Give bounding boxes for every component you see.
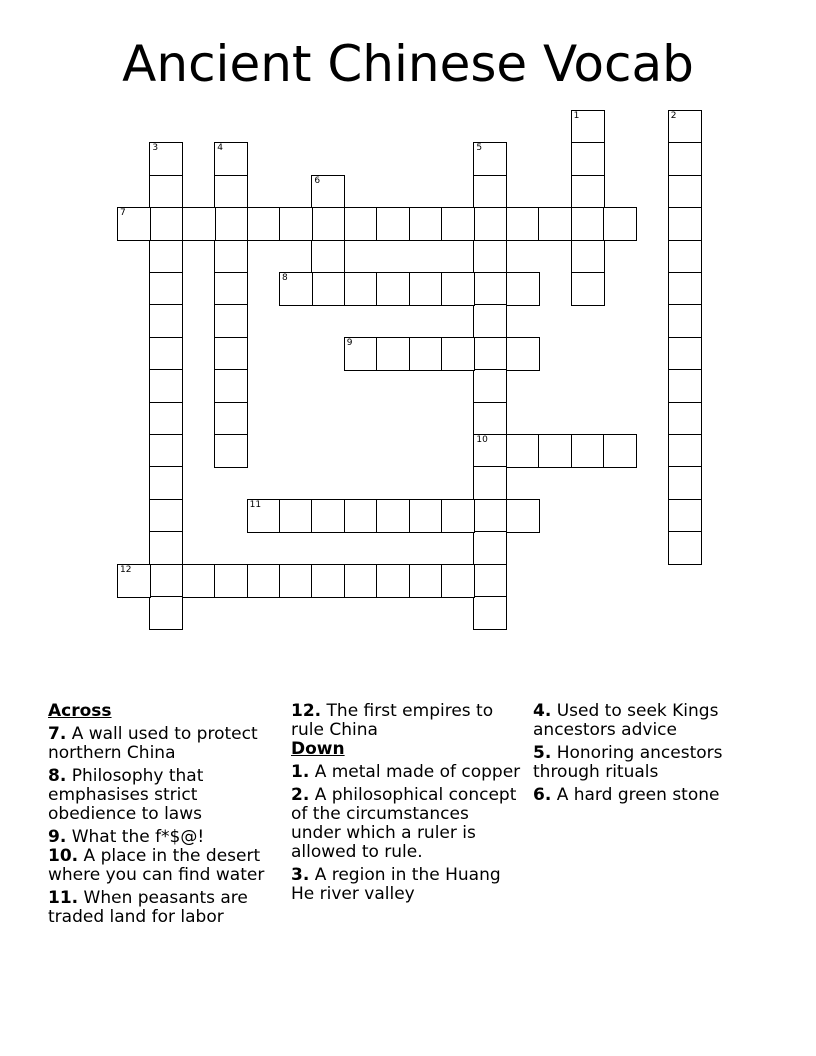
grid-cell[interactable] bbox=[668, 402, 702, 436]
grid-cell[interactable] bbox=[247, 207, 281, 241]
grid-cell[interactable] bbox=[311, 240, 345, 274]
grid-cell[interactable] bbox=[149, 596, 183, 630]
grid-cell[interactable] bbox=[376, 337, 410, 371]
cell-number: 10 bbox=[476, 435, 488, 445]
grid-cell[interactable] bbox=[279, 207, 313, 241]
grid-cell[interactable] bbox=[506, 434, 540, 468]
clue-text: A place in the desert where you can find water bbox=[48, 846, 265, 885]
clue-number: 10. bbox=[48, 846, 79, 866]
grid-cell[interactable] bbox=[668, 240, 702, 274]
grid-cell[interactable] bbox=[506, 337, 540, 371]
clue-across-10[interactable] bbox=[48, 847, 280, 885]
grid-cell[interactable] bbox=[668, 207, 702, 241]
grid-cell[interactable] bbox=[182, 564, 216, 598]
grid-cell[interactable] bbox=[538, 434, 572, 468]
grid-cell[interactable] bbox=[376, 564, 410, 598]
grid-cell[interactable] bbox=[668, 434, 702, 468]
grid-cell[interactable] bbox=[214, 337, 248, 371]
cell-number: 11 bbox=[249, 499, 262, 510]
grid-cell[interactable] bbox=[668, 142, 702, 176]
grid-cell[interactable] bbox=[247, 564, 281, 598]
grid-cell[interactable] bbox=[473, 304, 507, 338]
grid-cell[interactable] bbox=[149, 207, 183, 241]
clue-number: 5. bbox=[533, 743, 552, 763]
grid-cell[interactable] bbox=[376, 499, 410, 533]
grid-cell[interactable] bbox=[668, 466, 702, 500]
grid-cell[interactable] bbox=[311, 564, 345, 598]
clue-text: Philosophy that emphasises strict obedience to laws bbox=[48, 766, 204, 824]
grid-cell[interactable] bbox=[409, 272, 443, 306]
grid-cell[interactable] bbox=[149, 240, 183, 274]
grid-cell[interactable] bbox=[441, 337, 475, 371]
grid-cell[interactable] bbox=[571, 207, 605, 241]
cell-number: 3 bbox=[152, 143, 159, 154]
grid-cell[interactable] bbox=[473, 369, 507, 403]
grid-cell[interactable] bbox=[473, 337, 507, 371]
grid-cell[interactable] bbox=[279, 564, 313, 598]
grid-cell[interactable] bbox=[376, 272, 410, 306]
cell-number: 2 bbox=[670, 111, 677, 121]
cell-number: 9 bbox=[346, 337, 353, 348]
grid-cell[interactable] bbox=[571, 272, 605, 306]
grid-cell[interactable] bbox=[571, 110, 605, 144]
clue-text: Used to seek Kings ancestors advice bbox=[533, 701, 719, 740]
grid-cell[interactable] bbox=[247, 499, 281, 533]
grid-cell[interactable] bbox=[473, 564, 507, 598]
grid-cell[interactable] bbox=[441, 564, 475, 598]
grid-cell[interactable] bbox=[149, 337, 183, 371]
clue-down-1[interactable] bbox=[291, 763, 523, 782]
clue-across-12[interactable] bbox=[291, 702, 523, 740]
clue-number: 3. bbox=[291, 865, 310, 885]
grid-cell[interactable] bbox=[473, 272, 507, 306]
grid-cell[interactable] bbox=[311, 207, 345, 241]
cell-number: 8 bbox=[282, 273, 288, 283]
cell-number: 4 bbox=[217, 143, 223, 154]
grid-cell[interactable] bbox=[538, 207, 572, 241]
grid-cell[interactable] bbox=[279, 272, 313, 306]
clue-number: 7. bbox=[48, 724, 67, 744]
clue-number: 8. bbox=[48, 766, 67, 786]
clue-number: 1. bbox=[291, 762, 310, 782]
down-heading: Down bbox=[291, 739, 345, 759]
grid-cell[interactable] bbox=[214, 304, 248, 338]
clue-text: Honoring ancestors through rituals bbox=[533, 743, 723, 782]
grid-cell[interactable] bbox=[473, 240, 507, 274]
grid-cell[interactable] bbox=[149, 304, 183, 338]
grid-cell[interactable] bbox=[344, 499, 378, 533]
clue-column-2 bbox=[291, 702, 523, 908]
grid-cell[interactable] bbox=[473, 142, 507, 176]
clue-down-2[interactable] bbox=[291, 786, 523, 862]
clue-number: 6. bbox=[533, 785, 552, 805]
grid-cell[interactable] bbox=[311, 175, 345, 209]
grid-cell[interactable] bbox=[603, 207, 637, 241]
clue-number: 2. bbox=[291, 785, 310, 805]
cell-number: 6 bbox=[314, 175, 321, 186]
grid-cell[interactable] bbox=[344, 272, 378, 306]
cell-number: 12 bbox=[120, 564, 132, 575]
across-heading: Across bbox=[48, 701, 112, 721]
grid-cell[interactable] bbox=[506, 499, 540, 533]
grid-cell[interactable] bbox=[214, 402, 248, 436]
grid-cell[interactable] bbox=[571, 240, 605, 274]
grid-cell[interactable] bbox=[149, 434, 183, 468]
grid-cell[interactable] bbox=[441, 499, 475, 533]
grid-cell[interactable] bbox=[344, 207, 378, 241]
clue-across-9[interactable] bbox=[48, 828, 280, 847]
clue-column-1 bbox=[48, 702, 280, 931]
grid-cell[interactable] bbox=[473, 531, 507, 565]
grid-cell[interactable] bbox=[409, 499, 443, 533]
grid-cell[interactable] bbox=[344, 564, 378, 598]
grid-cell[interactable] bbox=[214, 175, 248, 209]
grid-cell[interactable] bbox=[473, 207, 507, 241]
clue-text: What the f*$@! bbox=[71, 827, 205, 847]
grid-cell[interactable] bbox=[311, 272, 345, 306]
clue-down-5[interactable] bbox=[533, 744, 765, 782]
grid-cell[interactable] bbox=[473, 499, 507, 533]
grid-cell[interactable] bbox=[473, 466, 507, 500]
grid-cell[interactable] bbox=[149, 402, 183, 436]
grid-cell[interactable] bbox=[409, 564, 443, 598]
clue-text: A metal made of copper bbox=[314, 762, 521, 782]
grid-cell[interactable] bbox=[182, 207, 216, 241]
grid-cell[interactable] bbox=[149, 531, 183, 565]
grid-cell[interactable] bbox=[441, 272, 475, 306]
grid-cell[interactable] bbox=[473, 402, 507, 436]
grid-cell[interactable] bbox=[571, 434, 605, 468]
grid-cell[interactable] bbox=[214, 207, 248, 241]
grid-cell[interactable] bbox=[149, 369, 183, 403]
clue-across-11[interactable] bbox=[48, 889, 280, 927]
grid-cell[interactable] bbox=[409, 337, 443, 371]
cell-number: 5 bbox=[476, 143, 483, 154]
clue-text: A region in the Huang He river valley bbox=[291, 865, 501, 904]
grid-cell[interactable] bbox=[117, 564, 151, 598]
grid-cell[interactable] bbox=[214, 369, 248, 403]
grid-cell[interactable] bbox=[668, 272, 702, 306]
grid-cell[interactable] bbox=[441, 207, 475, 241]
clue-text: A philosophical concept of the circumstances under which a ruler is allowed to rule. bbox=[291, 785, 517, 862]
clue-down-6[interactable] bbox=[533, 786, 765, 805]
clue-text: A wall used to protect northern China bbox=[48, 724, 258, 763]
grid-cell[interactable] bbox=[279, 499, 313, 533]
grid-cell[interactable] bbox=[376, 207, 410, 241]
grid-cell[interactable] bbox=[668, 369, 702, 403]
grid-cell[interactable] bbox=[668, 304, 702, 338]
grid-cell[interactable] bbox=[311, 499, 345, 533]
grid-cell[interactable] bbox=[668, 175, 702, 209]
cell-number: 7 bbox=[120, 208, 126, 219]
clue-column-3 bbox=[533, 702, 765, 809]
grid-cell[interactable] bbox=[571, 175, 605, 209]
grid-cell[interactable] bbox=[149, 142, 183, 176]
cell-number: 1 bbox=[573, 111, 580, 121]
grid-cell[interactable] bbox=[214, 564, 248, 598]
clue-text: When peasants are traded land for labor bbox=[48, 888, 248, 927]
grid-cell[interactable] bbox=[149, 564, 183, 598]
grid-cell[interactable] bbox=[571, 142, 605, 176]
grid-cell[interactable] bbox=[149, 466, 183, 500]
grid-cell[interactable] bbox=[149, 499, 183, 533]
grid-cell[interactable] bbox=[473, 175, 507, 209]
grid-cell[interactable] bbox=[668, 110, 702, 144]
clue-text: The first empires to rule China bbox=[291, 701, 494, 740]
clue-across-7[interactable] bbox=[48, 725, 280, 763]
page-title: Ancient Chinese Vocab bbox=[122, 35, 694, 93]
grid-cell[interactable] bbox=[668, 337, 702, 371]
grid-cell[interactable] bbox=[149, 175, 183, 209]
clue-number: 4. bbox=[533, 701, 552, 721]
grid-cell[interactable] bbox=[506, 272, 540, 306]
clue-down-4[interactable] bbox=[533, 702, 765, 740]
grid-cell[interactable] bbox=[473, 434, 507, 468]
grid-cell[interactable] bbox=[473, 596, 507, 630]
clue-number: 9. bbox=[48, 827, 67, 847]
grid-cell[interactable] bbox=[506, 207, 540, 241]
grid-cell[interactable] bbox=[214, 142, 248, 176]
clue-text: A hard green stone bbox=[556, 785, 720, 805]
grid-cell[interactable] bbox=[409, 207, 443, 241]
grid-cell[interactable] bbox=[214, 434, 248, 468]
clue-across-8[interactable] bbox=[48, 767, 280, 824]
grid-cell[interactable] bbox=[149, 272, 183, 306]
grid-cell[interactable] bbox=[117, 207, 151, 241]
grid-cell[interactable] bbox=[603, 434, 637, 468]
grid-cell[interactable] bbox=[214, 272, 248, 306]
clue-number: 12. bbox=[291, 701, 322, 721]
grid-cell[interactable] bbox=[668, 499, 702, 533]
grid-cell[interactable] bbox=[668, 531, 702, 565]
clue-number: 11. bbox=[48, 888, 79, 908]
grid-cell[interactable] bbox=[214, 240, 248, 274]
clue-down-3[interactable] bbox=[291, 866, 523, 904]
grid-cell[interactable] bbox=[344, 337, 378, 371]
